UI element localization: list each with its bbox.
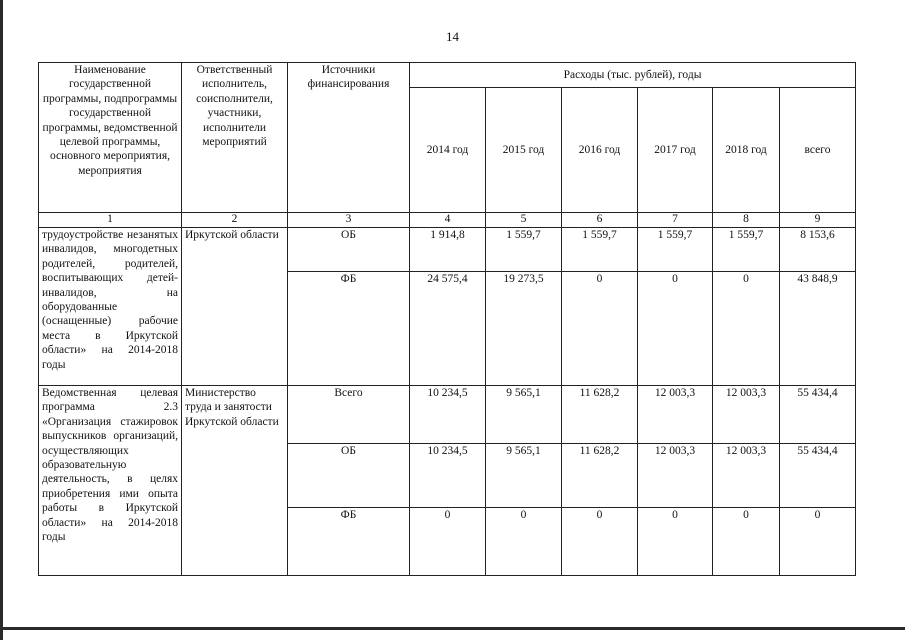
value-cell: 1 914,8 — [410, 228, 486, 272]
header-year-2016: 2016 год — [562, 88, 638, 213]
header-expenses: Расходы (тыс. рублей), годы — [410, 63, 856, 88]
page-number: 14 — [446, 29, 459, 44]
value-cell: 10 234,5 — [410, 444, 486, 508]
header-year-2014: 2014 год — [410, 88, 486, 213]
program-name-cell: Ведомственная целевая программа 2.3 «Организация стажировок выпускников организаций, осуществляющих образовательную деятельность, в целях приобретения ими опыта работы в Иркутской области» на 2014-2018 годы — [39, 386, 182, 576]
value-cell: 12 003,3 — [638, 444, 713, 508]
value-cell: 43 848,9 — [780, 272, 856, 386]
funding-source-cell: ФБ — [288, 508, 410, 576]
value-cell: 9 565,1 — [486, 386, 562, 444]
value-cell: 8 153,6 — [780, 228, 856, 272]
executor-cell: Министерство труда и занятости Иркутской области — [182, 386, 288, 576]
value-cell: 1 559,7 — [486, 228, 562, 272]
header-funding-source: Источники финансирования — [288, 63, 410, 213]
scan-bottom-edge — [0, 627, 905, 630]
column-index: 8 — [713, 213, 780, 228]
value-cell: 0 — [638, 272, 713, 386]
funding-source-cell: ФБ — [288, 272, 410, 386]
column-index: 5 — [486, 213, 562, 228]
value-cell: 0 — [713, 508, 780, 576]
column-index: 1 — [39, 213, 182, 228]
value-cell: 12 003,3 — [713, 444, 780, 508]
column-index: 6 — [562, 213, 638, 228]
value-cell: 0 — [486, 508, 562, 576]
value-cell: 0 — [410, 508, 486, 576]
value-cell: 24 575,4 — [410, 272, 486, 386]
funding-source-cell: Всего — [288, 386, 410, 444]
expenses-table — [38, 62, 856, 576]
scan-left-edge — [0, 0, 3, 640]
column-index: 9 — [780, 213, 856, 228]
value-cell: 55 434,4 — [780, 444, 856, 508]
value-cell: 0 — [713, 272, 780, 386]
value-cell: 11 628,2 — [562, 444, 638, 508]
header-row-top — [39, 63, 856, 88]
value-cell: 1 559,7 — [713, 228, 780, 272]
value-cell: 55 434,4 — [780, 386, 856, 444]
column-index-row — [39, 213, 856, 228]
value-cell: 0 — [562, 272, 638, 386]
value-cell: 0 — [562, 508, 638, 576]
column-index: 3 — [288, 213, 410, 228]
header-year-2018: 2018 год — [713, 88, 780, 213]
value-cell: 1 559,7 — [638, 228, 713, 272]
value-cell: 9 565,1 — [486, 444, 562, 508]
value-cell: 10 234,5 — [410, 386, 486, 444]
table-row — [39, 228, 856, 272]
column-index: 4 — [410, 213, 486, 228]
value-cell: 12 003,3 — [638, 386, 713, 444]
value-cell: 1 559,7 — [562, 228, 638, 272]
program-name-cell: трудоустройстве незанятых инвалидов, многодетных родителей, родителей, воспитывающих детей-инвалидов, на оборудованные (оснащенные) рабочие места в Иркутской области» на 2014-2018 годы — [39, 228, 182, 386]
column-index: 7 — [638, 213, 713, 228]
column-index: 2 — [182, 213, 288, 228]
value-cell: 11 628,2 — [562, 386, 638, 444]
value-cell: 19 273,5 — [486, 272, 562, 386]
funding-source-cell: ОБ — [288, 444, 410, 508]
header-year-2017: 2017 год — [638, 88, 713, 213]
header-total: всего — [780, 88, 856, 213]
funding-source-cell: ОБ — [288, 228, 410, 272]
header-program-name: Наименование государственной программы, подпрограммы государственной программы, ведомственной целевой программы, основного мероприятия, мероприятия — [39, 63, 182, 213]
header-executor: Ответственный исполнитель, соисполнители, участники, исполнители мероприятий — [182, 63, 288, 213]
value-cell: 12 003,3 — [713, 386, 780, 444]
header-year-2015: 2015 год — [486, 88, 562, 213]
value-cell: 0 — [780, 508, 856, 576]
value-cell: 0 — [638, 508, 713, 576]
executor-cell: Иркутской области — [182, 228, 288, 386]
table-row — [39, 386, 856, 444]
